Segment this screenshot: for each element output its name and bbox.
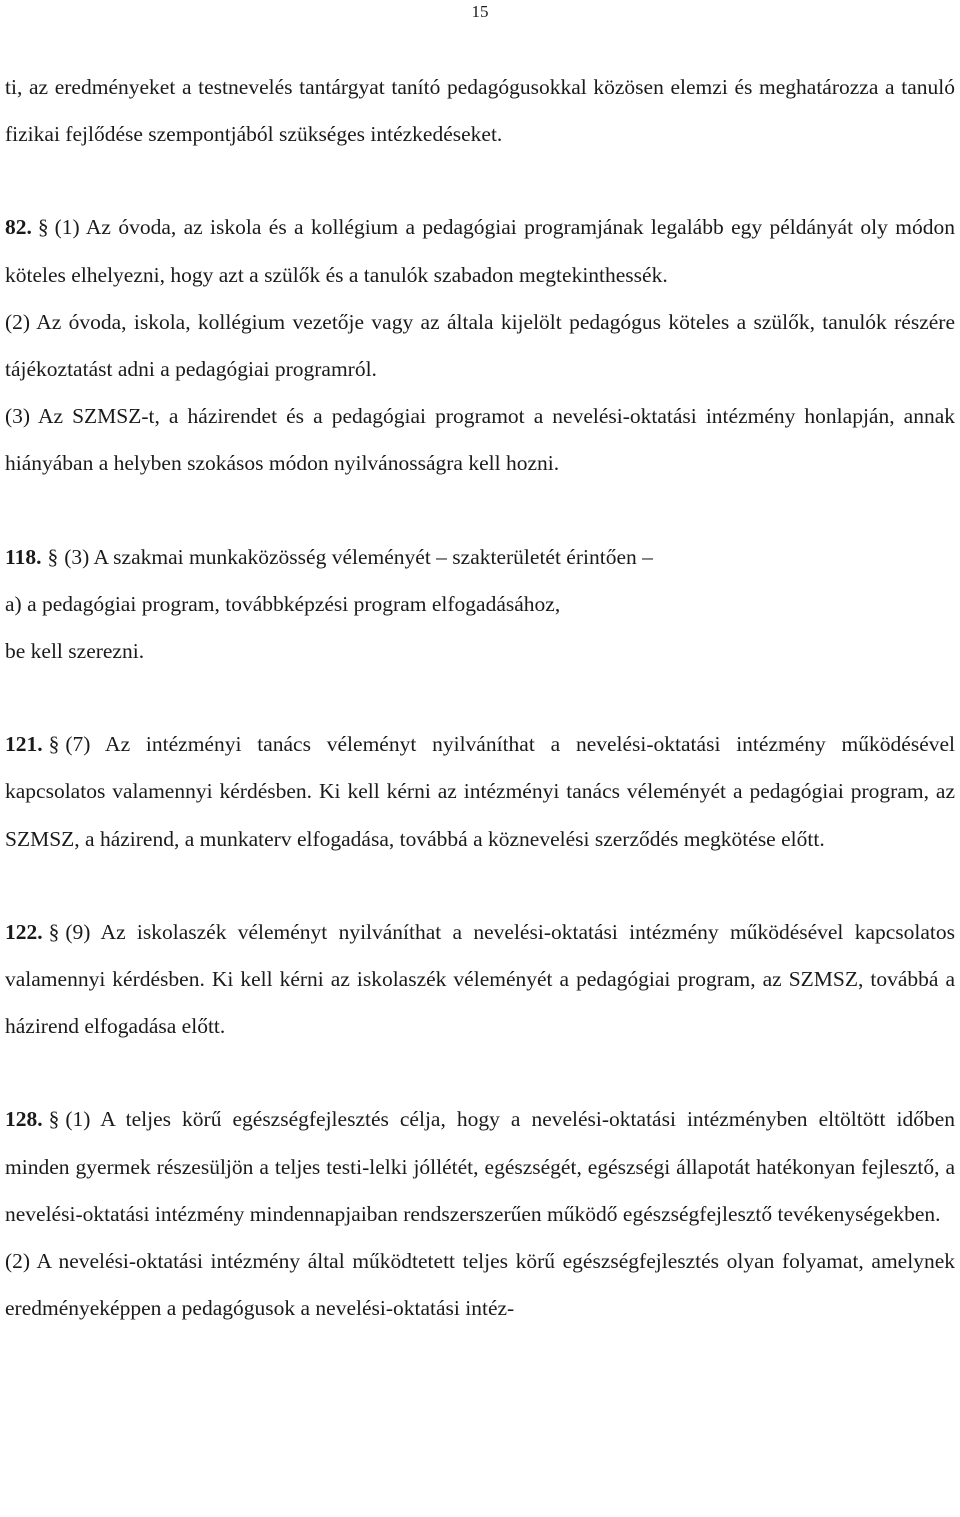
section-121-number: 121. [5,732,43,757]
section-sign: § [47,544,59,569]
section-121-text-1: (7) Az intézményi tanács véleményt nyilváníthat a nevelési-oktatási intézmény működésével kapcsolatos valamennyi kérdésben. Ki kell kérni az intézményi tanács véleményét a pedagógiai program, az SZMSZ, a házirend, a munkaterv elfogadása, továbbá a köznevelési szerződés megkötése előtt. [5,732,955,851]
section-118-paragraph-2: a) a pedagógiai program, továbbképzési program elfogadásához, [5,591,561,616]
section-128-paragraph-2: (2) A nevelési-oktatási intézmény által működtetett teljes körű egészségfejlesztés olyan folyamat, amelynek eredményeképpen a pedagógusok a nevelési-oktatási intéz- [5,1249,955,1321]
section-122-text-1: (9) Az iskolaszék véleményt nyilváníthat a nevelési-oktatási intézmény működésével kapcsolatos valamennyi kérdésben. Ki kell kérni az iskolaszék véleményét a pedagógiai program, az SZMSZ, továbbá a házirend elfogadása előtt. [5,919,955,1039]
section-82-paragraph-2: (2) Az óvoda, iskola, kollégium vezetője vagy az általa kijelölt pedagógus köteles a szülők, tanulók részére tájékoztatást adni a pedagógiai programról. [5,309,955,382]
section-122-paragraph-1 [5,909,955,1051]
section-121-paragraph-1 [5,721,955,863]
document-body [5,64,955,1332]
section-sign: § [37,215,49,240]
section-118-number: 118. [5,544,42,569]
section-118-paragraph-1 [5,534,955,581]
section-82-paragraph-1 [5,204,955,298]
section-sign: § [48,919,60,944]
section-128-number: 128. [5,1107,43,1132]
section-82-paragraph-3: (3) Az SZMSZ-t, a házirendet és a pedagógiai programot a nevelési-oktatási intézmény honlapján, annak hiányában a helyben szokásos módon nyilvánosságra kell hozni. [5,404,955,476]
section-82-text-1: (1) Az óvoda, az iskola és a kollégium a pedagógiai programjának legalább egy példányát oly módon köteles elhelyezni, hogy azt a szülők és a tanulók szabadon megtekinthessék. [5,215,955,287]
section-sign: § [48,1107,60,1132]
page-number: 15 [471,2,489,21]
section-sign: § [48,732,60,757]
section-128-paragraph-1 [5,1096,955,1238]
section-122-number: 122. [5,919,43,944]
section-128-text-1: (1) A teljes körű egészségfejlesztés célja, hogy a nevelési-oktatási intézményben eltöltött időben minden gyermek részesüljön a teljes testi-lelki jóllétét, egészségét, egészségi állapotát hatékonyan fejlesztő, a nevelési-oktatási intézmény mindennapjaiban rendszerszerűen működő egészségfejlesztő tevékenységekben. [5,1107,955,1226]
section-118-text-1: (3) A szakmai munkaközösség véleményét – szakterületét érintően – [64,544,653,569]
section-82-number: 82. [5,215,32,240]
paragraph-continuation: ti, az eredményeket a testnevelés tantárgyat tanító pedagógusokkal közösen elemzi és meghatározza a tanuló fizikai fejlődése szempontjából szükséges intézkedéseket. [5,75,955,147]
section-118-paragraph-3: be kell szerezni. [5,639,145,664]
